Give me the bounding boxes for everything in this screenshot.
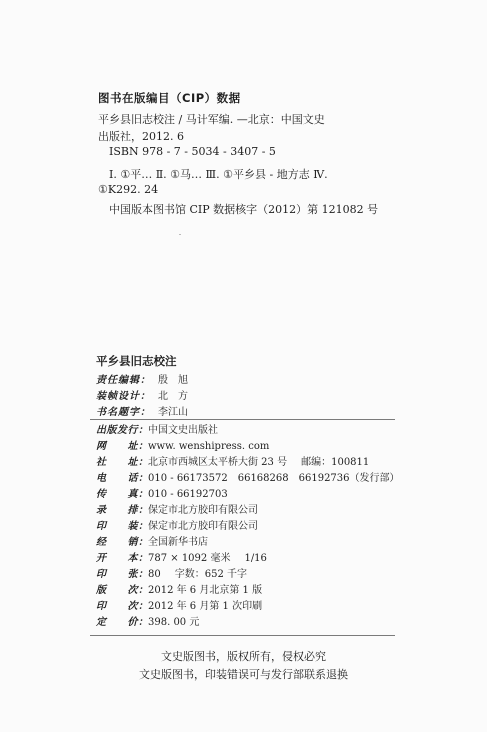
pub-row-format: [96, 552, 267, 566]
pub-label: 网 址：: [96, 441, 149, 452]
credit-designer: [96, 387, 188, 402]
cip-classification: ①K292. 24: [98, 183, 159, 196]
divider-top: [90, 419, 395, 420]
pub-label: 经 销：: [96, 537, 149, 548]
pub-value: 2012 年 6 月第 1 次印刷: [148, 601, 263, 612]
pub-row-printing: [96, 520, 258, 534]
pub-value: 全国新华书店: [148, 537, 208, 548]
return-notice: 文史版图书，印装错误可与发行部联系退换: [139, 668, 348, 681]
pub-value: 787 × 1092 毫米: [148, 553, 231, 564]
pub-label: 印 次：: [96, 601, 149, 612]
pub-row-sheets: [96, 568, 247, 582]
cip-isbn: ISBN 978 - 7 - 5034 - 3407 - 5: [109, 145, 276, 158]
credit-value: 北 方: [158, 391, 188, 402]
pub-row-address: [96, 456, 369, 470]
pub-label: 版 次：: [96, 585, 149, 596]
pub-postcode: 邮编：100811: [301, 457, 370, 468]
credit-label: 书名题字：: [96, 407, 151, 418]
cip-heading: 图书在版编目（CIP）数据: [98, 91, 241, 105]
credit-value: 殷 旭: [158, 375, 188, 386]
pub-label: 电 话：: [96, 473, 149, 484]
credit-label: 装帧设计：: [96, 391, 151, 402]
pub-value: 北京市西城区太平桥大街 23 号: [148, 457, 288, 468]
pub-value: 010 - 66192703: [148, 489, 228, 500]
pub-label: 定 价：: [96, 617, 149, 628]
credit-value: 李江山: [158, 407, 188, 418]
pub-label: 传 真：: [96, 489, 149, 500]
credit-label: 责任编辑：: [96, 375, 151, 386]
pub-value: 保定市北方胶印有限公司: [148, 521, 258, 532]
pub-label: 社 址：: [96, 457, 149, 468]
pub-value: 中国文史出版社: [148, 425, 218, 436]
pub-row-price: [96, 616, 199, 630]
pub-value: 保定市北方胶印有限公司: [148, 505, 258, 516]
cip-bibliographic-line: 平乡县旧志校注 / 马计军编. —北京：中国文史: [98, 113, 325, 126]
pub-row-typesetting: [96, 504, 258, 518]
pub-row-fax: [96, 488, 228, 502]
cip-subject-headings: Ⅰ. ①平… Ⅱ. ①马… Ⅲ. ①平乡县 - 地方志 Ⅳ.: [109, 168, 328, 181]
pub-row-impression: [96, 600, 262, 614]
pub-value: 398. 00 元: [148, 617, 200, 628]
pub-word-count: 字数：652 千字: [174, 569, 247, 580]
pub-value: www. wenshipress. com: [148, 441, 270, 452]
divider-bottom: [90, 635, 395, 636]
copyright-notice: 文史版图书，版权所有，侵权必究: [161, 650, 326, 663]
pub-row-distributor: [96, 536, 208, 550]
pub-value: 2012 年 6 月北京第 1 版: [148, 585, 263, 596]
pub-value: 80: [148, 569, 161, 580]
credit-editor: [96, 371, 188, 386]
pub-format-fraction: 1/16: [244, 553, 267, 564]
pub-value: 010 - 66173572 66168268 66192736（发行部）: [148, 473, 400, 484]
pub-row-phone: [96, 472, 400, 486]
pub-label: 印 张：: [96, 569, 149, 580]
pub-row-website: [96, 440, 269, 454]
pub-row-publisher: [96, 424, 218, 438]
pub-label: 录 排：: [96, 505, 149, 516]
pub-label: 出版发行：: [96, 425, 149, 436]
pub-label: 开 本：: [96, 553, 149, 564]
credit-calligraphy: [96, 403, 188, 418]
book-title: 平乡县旧志校注: [96, 354, 177, 368]
speck: [179, 234, 181, 235]
pub-row-edition: [96, 584, 262, 598]
pub-label: 印 装：: [96, 521, 149, 532]
cip-publisher-line: 出版社，2012. 6: [98, 130, 184, 143]
cip-library-record: 中国版本图书馆 CIP 数据核字（2012）第 121082 号: [109, 203, 379, 216]
